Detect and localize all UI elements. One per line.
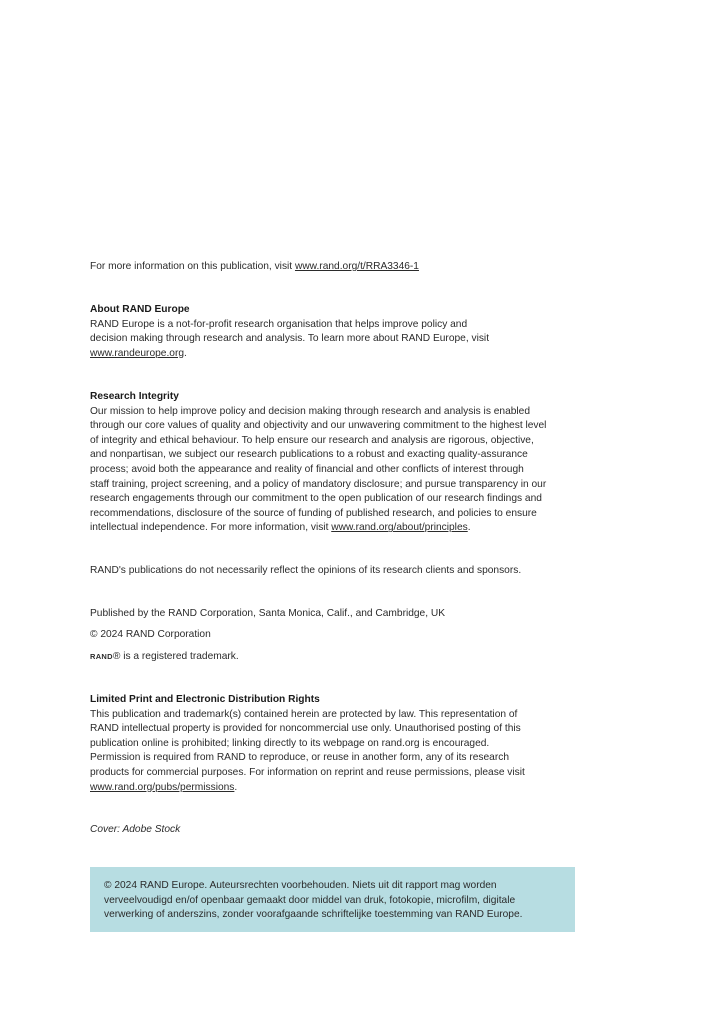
rights-section	[90, 693, 580, 795]
notice-line: © 2024 RAND Europe. Auteursrechten voorbehouden. Niets uit dit rapport mag worden	[104, 880, 497, 891]
about-line-3	[90, 347, 580, 362]
principles-link[interactable]: www.rand.org/about/principles	[331, 522, 468, 534]
integrity-line: and nonpartisan, we subject our research publications to a robust and exacting quality-assurance	[90, 449, 528, 461]
integrity-line: of integrity and ethical behaviour. To help ensure our research and analysis are rigorous, objective,	[90, 434, 534, 446]
about-section	[90, 303, 580, 361]
rights-period: .	[234, 781, 238, 793]
rights-last-line	[90, 781, 580, 796]
more-info-line	[90, 260, 580, 275]
rights-line: RAND intellectual property is provided for noncommercial use only. Unauthorised posting of this	[90, 723, 521, 735]
integrity-line: staff training, project screening, and a policy of mandatory disclosure; and pursue transparency in our	[90, 478, 547, 490]
copyright-line: © 2024 RAND Corporation	[90, 629, 211, 640]
permissions-link[interactable]: www.rand.org/pubs/permissions	[90, 781, 235, 793]
integrity-line: research engagements through our commitment to the open publication of our research findings and	[90, 493, 542, 505]
integrity-line: Our mission to help improve policy and decision making through research and analysis is enabled	[90, 405, 530, 417]
integrity-heading: Research Integrity	[90, 391, 179, 402]
rand-wordmark: RAND	[90, 652, 113, 661]
rights-line: products for commercial purposes. For information on reprint and reuse permissions, please visit	[90, 766, 525, 778]
more-info-text: For more information on this publication, visit	[90, 261, 295, 272]
integrity-section	[90, 390, 580, 536]
rights-line: This publication and trademark(s) contained herein are protected by law. This representation of	[90, 708, 518, 720]
trademark-line	[90, 650, 580, 665]
publication-link[interactable]: www.rand.org/t/RRA3346-1	[294, 261, 419, 272]
about-period: .	[184, 347, 187, 359]
about-line-1: RAND Europe is a not-for-profit research organisation that helps improve policy and	[90, 318, 468, 330]
integrity-line: process; avoid both the appearance and reality of financial and other conflicts of interest through	[90, 463, 524, 475]
rights-line: Permission is required from RAND to reproduce, or reuse in another form, any of its research	[90, 752, 509, 764]
rights-line: publication online is prohibited; linking directly to its webpage on rand.org is encouraged.	[90, 737, 490, 749]
cover-credit: Cover: Adobe Stock	[90, 824, 181, 835]
rights-heading: Limited Print and Electronic Distribution Rights	[90, 694, 320, 705]
notice-line: verwerking of anderszins, zonder voorafgaande schriftelijke toestemming van RAND Europe.	[104, 909, 523, 921]
notice-text	[104, 879, 564, 923]
dutch-copyright-notice	[90, 867, 575, 932]
trademark-text: ® is a registered trademark.	[112, 651, 239, 662]
disclaimer: RAND's publications do not necessarily reflect the opinions of its research clients and sponsors.	[90, 565, 522, 576]
integrity-line: through our core values of quality and objectivity and our unwavering commitment to the highest level	[90, 420, 547, 432]
published-by: Published by the RAND Corporation, Santa Monica, Calif., and Cambridge, UK	[90, 608, 446, 619]
randeurope-link[interactable]: www.randeurope.org	[90, 347, 185, 359]
notice-line: verveelvoudigd en/of openbaar gemaakt door middel van druk, fotokopie, microfilm, digitale	[104, 894, 516, 906]
integrity-line: recommendations, disclosure of the source of funding of published research, and policies to ensure	[90, 507, 537, 519]
integrity-last-line	[90, 521, 580, 536]
about-line-2: decision making through research and analysis. To learn more about RAND Europe, visit	[90, 333, 490, 345]
integrity-last-text: intellectual independence. For more information, visit	[90, 522, 332, 534]
about-heading: About RAND Europe	[90, 304, 190, 315]
integrity-period: .	[467, 522, 471, 534]
